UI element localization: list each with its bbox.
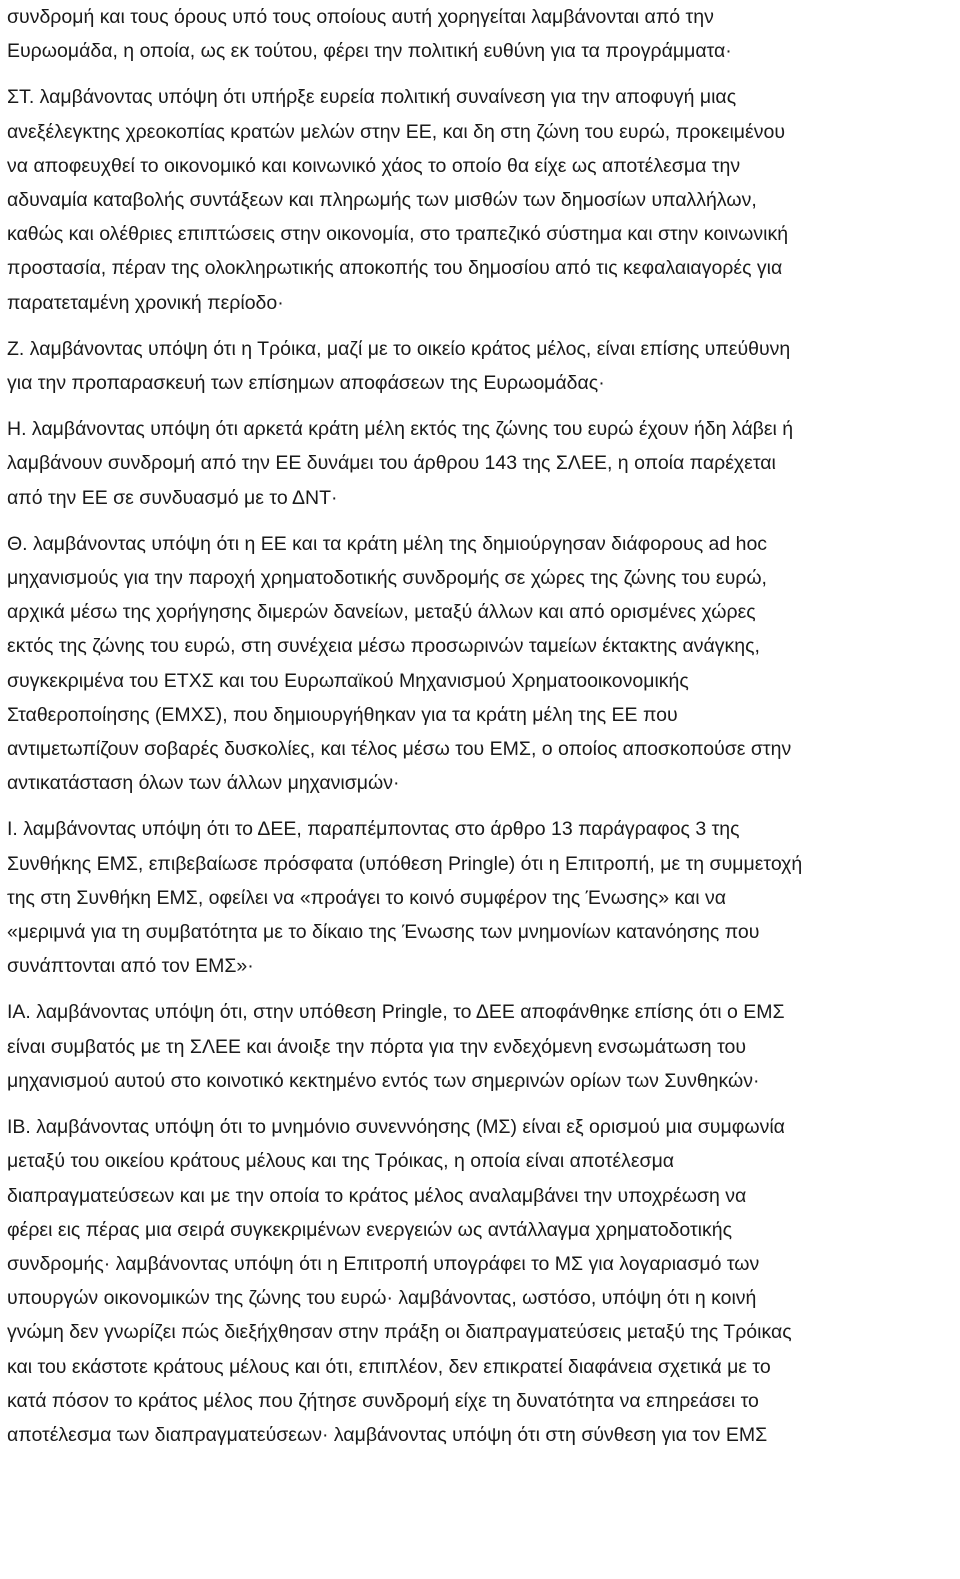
text-line: Ι. λαμβάνοντας υπόψη ότι το ΔΕΕ, παραπέμποντας στο άρθρο 13 παράγραφος 3 της xyxy=(7,818,740,841)
text-line: της στη Συνθήκη ΕΜΣ, οφείλει να «προάγει το κοινό συμφέρον της Ένωσης» και να xyxy=(7,886,727,909)
paragraph-spacer xyxy=(7,320,948,332)
text-line: λαμβάνουν συνδρομή από την ΕΕ δυνάμει του άρθρου 143 της ΣΛΕΕ, η οποία παρέχεται xyxy=(7,452,776,475)
text-line: Σταθεροποίησης (ΕΜΧΣ), που δημιουργήθηκαν για τα κράτη μέλη της ΕΕ που xyxy=(7,703,678,726)
paragraph-st xyxy=(7,80,948,319)
text-line: αντικατάσταση όλων των άλλων μηχανισμών· xyxy=(7,772,400,795)
text-line: και του εκάστοτε κράτους μέλους και ότι, επιπλέον, δεν επικρατεί διαφάνεια σχετικά με το xyxy=(7,1355,771,1378)
text-line: Θ. λαμβάνοντας υπόψη ότι η ΕΕ και τα κράτη μέλη της δημιούργησαν διάφορους ad hoc xyxy=(7,532,768,555)
text-line: Ευρωομάδα, η οποία, ως εκ τούτου, φέρει την πολιτική ευθύνη για τα προγράμματα· xyxy=(7,40,732,63)
paragraph-spacer xyxy=(7,1098,948,1110)
paragraph-spacer xyxy=(7,983,948,995)
text-line: εκτός της ζώνης του ευρώ, στη συνέχεια μέσω προσωρινών ταμείων έκτακτης ανάγκης, xyxy=(7,635,760,658)
text-line: αποτέλεσμα των διαπραγματεύσεων· λαμβάνοντας υπόψη ότι στη σύνθεση για τον ΕΜΣ xyxy=(7,1423,768,1446)
paragraph-z xyxy=(7,332,948,400)
text-line: συγκεκριμένα του ΕΤΧΣ και του Ευρωπαϊκού Μηχανισμού Χρηματοοικονομικής xyxy=(7,669,689,692)
text-line: Συνθήκης ΕΜΣ, επιβεβαίωσε πρόσφατα (υπόθεση Pringle) ότι η Επιτροπή, με τη συμμετοχή xyxy=(7,852,803,875)
text-line: ανεξέλεγκτης χρεοκοπίας κρατών μελών στην ΕΕ, και δη στη ζώνη του ευρώ, προκειμένου xyxy=(7,120,785,143)
text-line: ΙΑ. λαμβάνοντας υπόψη ότι, στην υπόθεση Pringle, το ΔΕΕ αποφάνθηκε επίσης ότι ο ΕΜΣ xyxy=(7,1001,785,1024)
text-line: υπουργών οικονομικών της ζώνης του ευρώ· λαμβάνοντας, ωστόσο, υπόψη ότι η κοινή xyxy=(7,1287,757,1310)
text-line: μηχανισμούς για την παροχή χρηματοδοτικής συνδρομής σε χώρες της ζώνης του ευρώ, xyxy=(7,567,767,590)
paragraph-spacer xyxy=(7,68,948,80)
text-line: από την ΕΕ σε συνδυασμό με το ΔΝΤ· xyxy=(7,486,338,509)
paragraph-continuation xyxy=(7,0,948,68)
text-line: συνδρομή και τους όρους υπό τους οποίους αυτή χορηγείται λαμβάνονται από την xyxy=(7,6,714,28)
text-line: «μεριμνά για τη συμβατότητα με το δίκαιο της Ένωσης των μνημονίων κατανόησης που xyxy=(7,921,760,944)
paragraph-h xyxy=(7,412,948,515)
paragraph-i xyxy=(7,812,948,983)
text-line: ΣΤ. λαμβάνοντας υπόψη ότι υπήρξε ευρεία πολιτική συναίνεση για την αποφυγή μιας xyxy=(7,86,737,109)
paragraph-spacer xyxy=(7,800,948,812)
text-line: φέρει εις πέρας μια σειρά συγκεκριμένων ενεργειών ως αντάλλαγμα χρηματοδοτικής xyxy=(7,1218,733,1241)
paragraph-ib xyxy=(7,1110,948,1452)
text-line: προστασία, πέραν της ολοκληρωτικής αποκοπής του δημοσίου από τις κεφαλαιαγορές για xyxy=(7,257,783,280)
text-line: μηχανισμού αυτού στο κοινοτικό κεκτημένο εντός των σημερινών ορίων των Συνθηκών· xyxy=(7,1069,760,1092)
paragraph-spacer xyxy=(7,400,948,412)
text-line: ΙΒ. λαμβάνοντας υπόψη ότι το μνημόνιο συνεννόησης (ΜΣ) είναι εξ ορισμού μια συμφωνία xyxy=(7,1116,785,1139)
text-line: διαπραγματεύσεων και με την οποία το κράτος μέλος αναλαμβάνει την υποχρέωση να xyxy=(7,1184,747,1207)
text-line: αδυναμία καταβολής συντάξεων και πληρωμής των μισθών των δημοσίων υπαλλήλων, xyxy=(7,189,757,212)
text-line: γνώμη δεν γνωρίζει πώς διεξήχθησαν στην πράξη οι διαπραγματεύσεις μεταξύ της Τρόικας xyxy=(7,1321,792,1344)
text-line: Ζ. λαμβάνοντας υπόψη ότι η Τρόικα, μαζί με το οικείο κράτος μέλος, είναι επίσης υπεύθυνη xyxy=(7,337,791,360)
text-line: είναι συμβατός με τη ΣΛΕΕ και άνοιξε την πόρτα για την ενδεχόμενη ενσωμάτωση του xyxy=(7,1035,747,1058)
text-line: μεταξύ του οικείου κράτους μέλους και της Τρόικας, η οποία είναι αποτέλεσμα xyxy=(7,1150,675,1173)
text-line: κατά πόσον το κράτος μέλος που ζήτησε συνδρομή είχε τη δυνατότητα να επηρεάσει το xyxy=(7,1389,759,1412)
text-line: παρατεταμένη χρονική περίοδο· xyxy=(7,291,284,314)
text-line: αρχικά μέσω της χορήγησης διμερών δανείων, μεταξύ άλλων και από ορισμένες χώρες xyxy=(7,601,756,624)
text-line: να αποφευχθεί το οικονομικό και κοινωνικό χάος το οποίο θα είχε ως αποτέλεσμα την xyxy=(7,154,741,177)
paragraph-ia xyxy=(7,995,948,1098)
paragraph-spacer xyxy=(7,515,948,527)
text-line: καθώς και ολέθριες επιπτώσεις στην οικονομία, στο τραπεζικό σύστημα και στην κοινωνική xyxy=(7,223,789,246)
text-line: Η. λαμβάνοντας υπόψη ότι αρκετά κράτη μέλη εκτός της ζώνης του ευρώ έχουν ήδη λάβει ή xyxy=(7,418,794,441)
text-line: αντιμετωπίζουν σοβαρές δυσκολίες, και τέλος μέσω του ΕΜΣ, ο οποίος αποσκοπούσε στην xyxy=(7,738,792,761)
text-line: για την προπαρασκευή των επίσημων αποφάσεων της Ευρωομάδας· xyxy=(7,372,605,395)
paragraph-th xyxy=(7,527,948,801)
text-line: συνδρομής· λαμβάνοντας υπόψη ότι η Επιτροπή υπογράφει το ΜΣ για λογαριασμό των xyxy=(7,1252,760,1275)
text-line: συνάπτονται από τον ΕΜΣ»· xyxy=(7,955,254,978)
